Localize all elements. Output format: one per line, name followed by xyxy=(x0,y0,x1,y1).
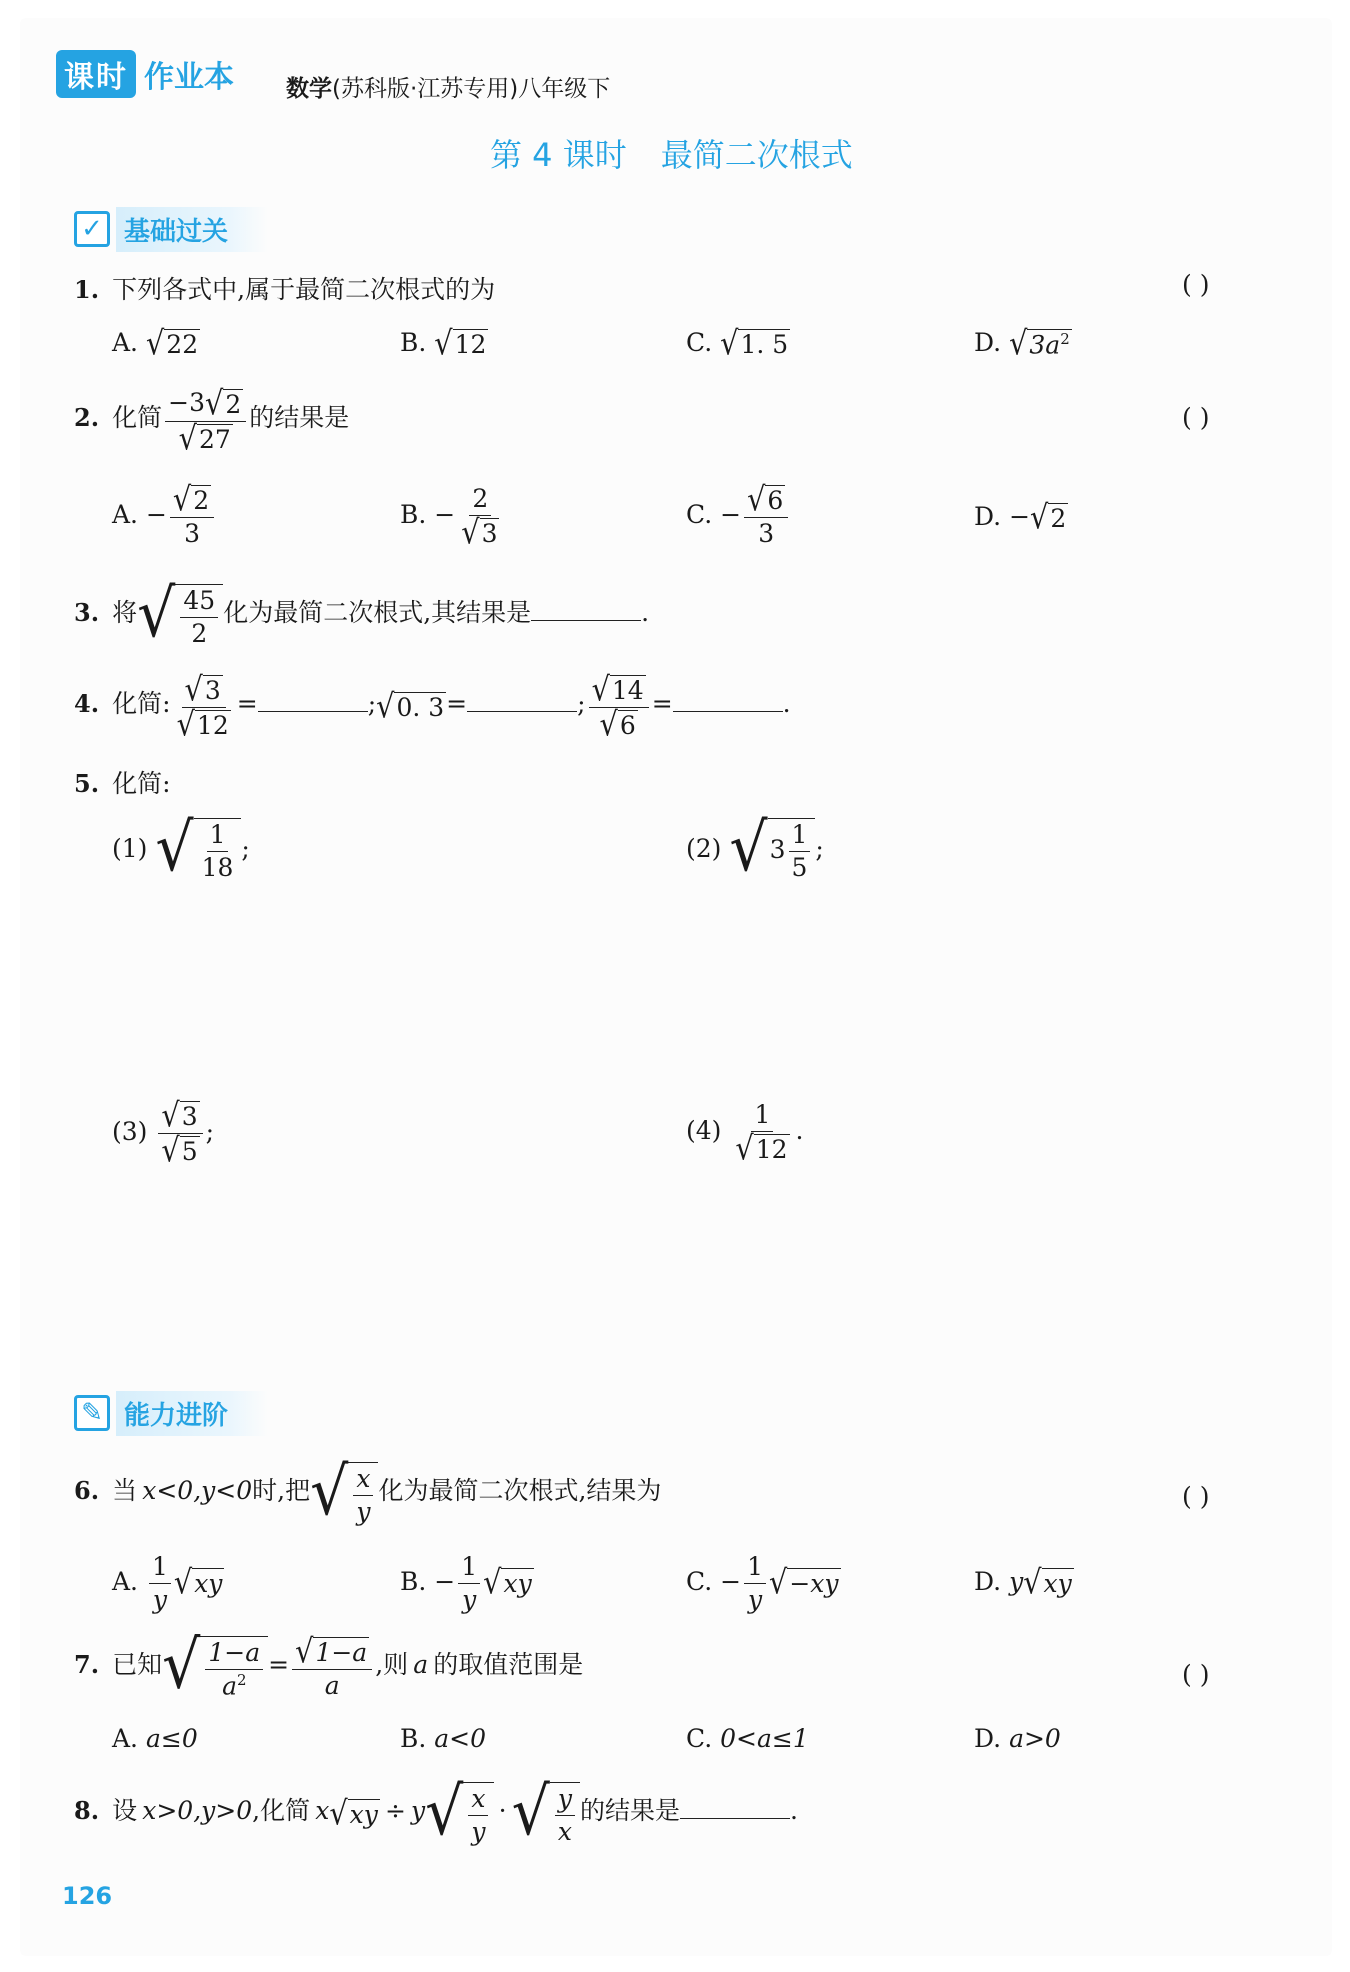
fraction xyxy=(149,1552,171,1615)
q7-option-a[interactable] xyxy=(112,1724,198,1753)
fraction xyxy=(458,1552,480,1615)
variable-y: y xyxy=(411,1796,426,1825)
radicand: 2 xyxy=(225,390,242,420)
q1-option-b[interactable] xyxy=(400,323,488,363)
answer-blank[interactable] xyxy=(531,594,641,621)
radicand: 14 xyxy=(611,676,644,706)
q1-option-c[interactable] xyxy=(686,323,790,363)
answer-paren-6[interactable]: ( ) xyxy=(1182,1482,1210,1511)
sqrt: √ −xy xyxy=(769,1562,839,1602)
denominator: 2 xyxy=(191,619,208,648)
period: . xyxy=(782,688,791,718)
numerator: 1 xyxy=(458,1552,480,1584)
fraction: √ 3 √ 5 xyxy=(158,1100,202,1167)
q7-option-b[interactable] xyxy=(400,1724,486,1753)
q1-option-a[interactable] xyxy=(112,323,200,363)
question-7 xyxy=(74,1627,584,1705)
q2-option-a[interactable] xyxy=(112,479,217,549)
option-label: A. xyxy=(112,1567,139,1596)
radicand: 3 xyxy=(481,519,498,549)
condition: x<0,y<0 xyxy=(142,1476,253,1505)
denominator: x xyxy=(557,1817,572,1846)
radicand: 0. 3 xyxy=(396,693,445,722)
fraction: 1 √ 12 xyxy=(735,1100,788,1168)
equals: = xyxy=(236,688,258,718)
answer-paren-7[interactable]: ( ) xyxy=(1182,1660,1210,1689)
numerator: 1 xyxy=(149,1552,171,1584)
question-8 xyxy=(74,1773,798,1851)
sqrt: √ $\frac{45}{2}$ xyxy=(137,584,223,649)
answer-blank[interactable] xyxy=(680,1792,790,1819)
question-number: 8. xyxy=(74,1796,100,1825)
fraction: √ 3 √ 12 xyxy=(176,669,229,744)
radicand: 2 xyxy=(193,486,210,516)
sign: − xyxy=(434,499,456,529)
sqrt: √ 2 xyxy=(1030,497,1067,537)
question-text: 化简: xyxy=(112,769,171,798)
answer-blank[interactable] xyxy=(673,685,783,712)
equals: = xyxy=(446,688,468,718)
radicand: −xy xyxy=(789,1569,839,1599)
subject-line xyxy=(286,70,610,103)
question-number: 5. xyxy=(74,769,100,798)
question-number: 6. xyxy=(74,1476,100,1505)
q5-part-2 xyxy=(686,809,824,887)
sqrt: √ $\frac{x}{y}$ xyxy=(310,1462,378,1527)
denominator: 3 xyxy=(184,518,200,548)
q2-option-b[interactable] xyxy=(400,484,505,552)
brand-text: 作业本 xyxy=(144,60,234,95)
option-label: C. xyxy=(686,499,713,529)
condition: x>0,y>0 xyxy=(142,1796,253,1825)
q6-option-a[interactable] xyxy=(112,1552,224,1615)
radicand: 3a xyxy=(1029,330,1061,360)
separator: ; xyxy=(577,688,586,718)
denominator: 5 xyxy=(791,853,808,882)
question-number: 7. xyxy=(74,1650,100,1680)
part-label: (1) xyxy=(112,834,148,863)
option-text: a≤0 xyxy=(145,1724,198,1753)
question-number: 3. xyxy=(74,598,100,627)
sqrt: √ 1. 5 xyxy=(720,323,789,363)
answer-blank[interactable] xyxy=(467,685,577,712)
question-4 xyxy=(74,669,791,744)
option-label: A. xyxy=(112,1724,139,1753)
equals: = xyxy=(651,688,673,718)
question-1 xyxy=(74,270,495,306)
radicand: 2 xyxy=(1050,504,1067,534)
numerator: 1 xyxy=(207,820,229,852)
radicand: 27 xyxy=(198,425,231,454)
denominator: y xyxy=(471,1817,486,1846)
section-basic xyxy=(74,208,268,250)
question-text: 下列各式中,属于最简二次根式的为 xyxy=(112,275,496,304)
variable-x: x xyxy=(315,1796,330,1825)
fraction: √ 6 3 xyxy=(744,484,788,549)
coefficient: −3 xyxy=(168,388,206,417)
sqrt: √ $\frac{y}{x}$ xyxy=(512,1782,580,1847)
q7-option-c[interactable] xyxy=(686,1724,809,1753)
lesson-number: 第 4 课时 xyxy=(490,136,627,174)
numerator: y xyxy=(555,1784,575,1816)
numerator: 45 xyxy=(180,586,218,618)
numerator: 1−a xyxy=(205,1638,263,1670)
sqrt: √ xy xyxy=(329,1793,378,1833)
answer-blank[interactable] xyxy=(258,685,368,712)
numerator: 1 xyxy=(789,820,811,852)
option-label: C. xyxy=(686,1724,713,1753)
semicolon: ; xyxy=(815,834,824,863)
q5-part-3 xyxy=(112,1095,215,1170)
option-label: D. xyxy=(974,502,1002,531)
question-3 xyxy=(74,575,650,653)
fraction: √ 1−a a xyxy=(292,1636,372,1701)
denominator: a xyxy=(222,1671,237,1701)
question-number: 1. xyxy=(74,275,100,304)
lesson-name: 最简二次根式 xyxy=(660,136,853,174)
radicand: 12 xyxy=(454,330,487,360)
multiply-dot: · xyxy=(498,1796,507,1825)
q2-option-c[interactable] xyxy=(686,479,791,549)
q7-option-d[interactable] xyxy=(974,1724,1061,1753)
option-label: C. xyxy=(686,328,713,357)
question-prefix: 已知 xyxy=(112,1650,163,1680)
fraction: √ 14 √ 6 xyxy=(589,674,649,741)
question-6 xyxy=(74,1453,662,1531)
section-basic-label: 基础过关 xyxy=(116,207,268,252)
denominator: y xyxy=(356,1497,371,1526)
option-label: A. xyxy=(112,328,139,357)
question-suffix: ,则 xyxy=(375,1650,409,1680)
page-number: 126 xyxy=(62,1882,113,1910)
radicand: 12 xyxy=(755,1135,788,1165)
sqrt: √ 12 xyxy=(434,323,487,363)
sqrt: √ 22 xyxy=(145,323,199,363)
exponent: 2 xyxy=(1060,329,1070,348)
option-label: B. xyxy=(400,1724,427,1753)
question-prefix: 设 xyxy=(112,1796,138,1825)
question-prefix: 将 xyxy=(112,598,138,627)
radicand: 6 xyxy=(767,486,784,516)
sign: − xyxy=(1009,502,1031,531)
section-advanced-label: 能力进阶 xyxy=(116,1391,268,1436)
option-label: D. xyxy=(974,1567,1002,1596)
question-2 xyxy=(74,383,350,458)
numerator: 1 xyxy=(744,1552,766,1584)
option-label: B. xyxy=(400,499,427,529)
question-prefix: 化简 xyxy=(112,402,163,432)
radicand: 22 xyxy=(166,330,199,360)
question-prefix: 化简: xyxy=(112,688,171,718)
question-mid: ,化简 xyxy=(252,1796,311,1825)
check-icon: ✓ xyxy=(74,211,110,247)
sign: − xyxy=(720,499,742,529)
part-label: (4) xyxy=(686,1115,722,1145)
question-mid: 时,把 xyxy=(252,1476,311,1505)
answer-paren-2[interactable]: ( ) xyxy=(1182,403,1210,432)
question-number: 2. xyxy=(74,402,100,432)
sqrt: √ $\frac{x}{y}$ xyxy=(425,1782,493,1847)
option-label: C. xyxy=(686,1567,713,1596)
option-label: D. xyxy=(974,1724,1002,1753)
option-text: a>0 xyxy=(1009,1724,1061,1753)
period: . xyxy=(790,1796,798,1825)
radicand: 3 xyxy=(204,676,221,706)
question-suffix: 化为最简二次根式,其结果是 xyxy=(223,598,532,627)
grade: 八年级下 xyxy=(518,76,611,102)
sign: − xyxy=(434,1567,456,1596)
option-label: B. xyxy=(400,328,427,357)
radicand: 12 xyxy=(196,711,229,740)
q6-option-b[interactable] xyxy=(400,1552,534,1615)
separator: ; xyxy=(367,688,377,718)
equals: = xyxy=(268,1650,290,1680)
radicand: 5 xyxy=(181,1137,198,1166)
fraction: −3 √ 2 √ 27 xyxy=(165,388,246,455)
sqrt: √ 0. 3 xyxy=(376,686,445,726)
period: . xyxy=(641,598,650,627)
q2-option-d[interactable] xyxy=(974,497,1068,537)
sqrt: √ xy xyxy=(1023,1562,1072,1602)
denominator: 18 xyxy=(201,853,234,882)
sqrt: √ 3 $\frac{1}{5}$ xyxy=(729,818,815,883)
edition: (苏科版·江苏专用) xyxy=(332,76,519,102)
question-suffix: 化为最简二次根式,结果为 xyxy=(378,1476,662,1505)
question-number: 4. xyxy=(74,688,100,718)
question-suffix: 的结果是 xyxy=(249,402,350,432)
question-suffix: 的结果是 xyxy=(580,1796,681,1825)
q5-part-4 xyxy=(686,1100,804,1168)
option-label: D. xyxy=(974,328,1002,357)
question-5 xyxy=(74,764,171,800)
denominator: 3 xyxy=(758,518,775,548)
radicand: xy xyxy=(349,1800,378,1830)
denominator: y xyxy=(747,1585,763,1614)
numerator: x xyxy=(468,1784,488,1816)
sqrt: √ $\frac{1-a}{a^2}$ xyxy=(162,1636,268,1701)
sign: − xyxy=(145,499,167,529)
numerator: x xyxy=(353,1464,373,1496)
coefficient: y xyxy=(1009,1567,1024,1596)
answer-paren-1[interactable]: ( ) xyxy=(1182,270,1210,299)
subject: 数学 xyxy=(286,76,332,102)
q5-part-1 xyxy=(112,809,250,887)
pencil-icon: ✎ xyxy=(74,1395,110,1431)
option-label: B. xyxy=(400,1567,427,1596)
radicand: 1. 5 xyxy=(740,330,789,360)
divide-sign: ÷ xyxy=(384,1796,406,1825)
q1-option-d[interactable] xyxy=(974,323,1072,363)
variable: a xyxy=(413,1650,429,1680)
exponent: 2 xyxy=(236,1671,247,1689)
option-text: 0<a≤1 xyxy=(720,1724,809,1753)
part-label: (2) xyxy=(686,834,722,863)
whole-number: 3 xyxy=(769,835,786,864)
sqrt: √ xy xyxy=(483,1562,532,1602)
sqrt: √ $\frac{1}{18}$ xyxy=(155,818,241,883)
radicand: 1−a xyxy=(315,1638,368,1668)
radicand: 6 xyxy=(619,711,636,740)
radicand: 3 xyxy=(181,1102,198,1132)
denominator: y xyxy=(152,1585,167,1614)
sqrt: √ $3a^2$ xyxy=(1009,323,1070,363)
radicand: xy xyxy=(194,1569,223,1599)
brand-box: 课时 xyxy=(56,50,136,98)
option-text: a<0 xyxy=(434,1724,487,1753)
period: . xyxy=(795,1115,804,1145)
part-label: (3) xyxy=(112,1116,148,1146)
numerator: 2 xyxy=(469,484,491,516)
q6-option-c[interactable] xyxy=(686,1552,841,1615)
option-label: A. xyxy=(112,499,139,529)
denominator: a xyxy=(324,1671,340,1701)
question-prefix: 当 xyxy=(112,1476,138,1505)
lesson-title xyxy=(490,130,853,176)
sign: − xyxy=(720,1567,742,1596)
question-suffix-2: 的取值范围是 xyxy=(433,1650,584,1680)
brand-logo xyxy=(56,50,234,98)
fraction: √ 2 3 xyxy=(170,484,214,549)
section-advanced xyxy=(74,1392,268,1434)
q6-option-d[interactable] xyxy=(974,1562,1074,1602)
radicand: xy xyxy=(503,1569,532,1599)
semicolon: ; xyxy=(241,834,250,863)
fraction: 2 √ 3 xyxy=(461,484,498,552)
radicand: xy xyxy=(1043,1569,1072,1599)
numerator: 1 xyxy=(751,1100,773,1132)
denominator: y xyxy=(462,1585,477,1614)
semicolon: ; xyxy=(205,1116,215,1146)
fraction xyxy=(744,1552,766,1615)
sqrt: √ xy xyxy=(173,1562,223,1602)
